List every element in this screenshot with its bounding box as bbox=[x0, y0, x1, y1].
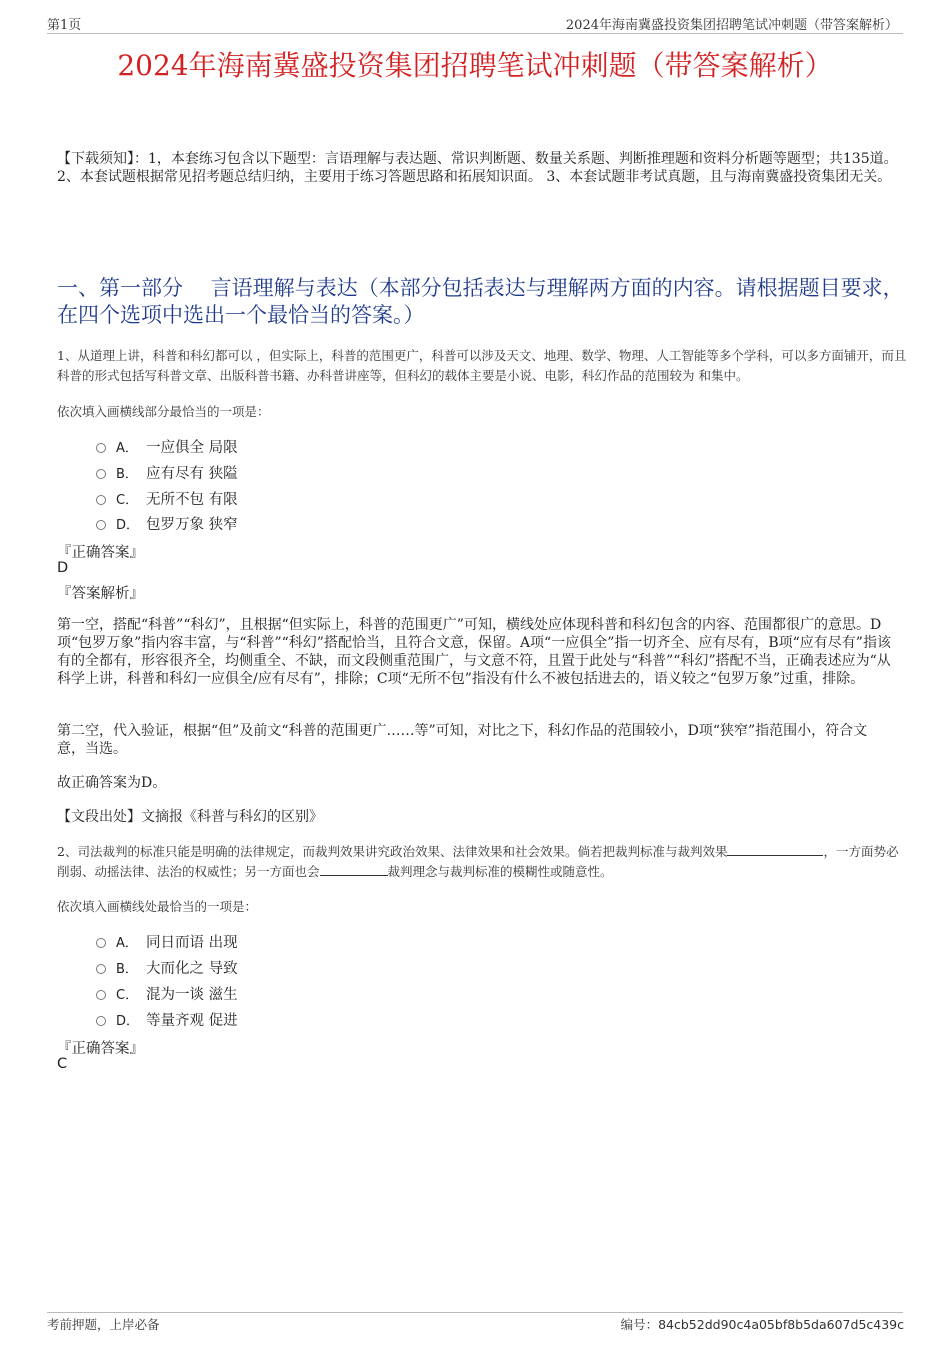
radio-icon[interactable] bbox=[96, 443, 106, 453]
option-text: 同日而语 出现 bbox=[146, 934, 238, 951]
page-number: 第1页 bbox=[47, 18, 82, 33]
download-notice: 【下载须知】：1，本套练习包含以下题型：言语理解与表达题、常识判断题、数量关系题、判断推理题和资料分析题等题型；共135道。 2、本套试题根据常见招考题总结归纳，主要用于练习答题思路和拓展知识面。 3、本套试题非考试真题，且与海南冀盛投资集团无关。 bbox=[57, 151, 898, 185]
footer-code bbox=[621, 1315, 904, 1333]
radio-icon[interactable] bbox=[96, 469, 106, 479]
radio-icon[interactable] bbox=[96, 520, 106, 530]
option-text: 大而化之 导致 bbox=[146, 960, 238, 977]
radio-icon[interactable] bbox=[96, 964, 106, 974]
option-text: 混为一谈 滋生 bbox=[146, 986, 238, 1003]
q1-answer-label: 『正确答案』 bbox=[57, 545, 144, 561]
radio-icon[interactable] bbox=[96, 1016, 106, 1026]
q2-option-d[interactable] bbox=[96, 1009, 238, 1029]
option-text: 等量齐观 促进 bbox=[146, 1012, 238, 1029]
option-text: 应有尽有 狭隘 bbox=[146, 465, 238, 482]
q2-option-c[interactable] bbox=[96, 983, 238, 1003]
q1-analysis-label: 『答案解析』 bbox=[57, 586, 144, 602]
option-letter: B． bbox=[116, 961, 138, 977]
q2-text-part-c: 裁判理念与裁判标准的模糊性或随意性。 bbox=[387, 864, 613, 879]
question-1-prompt: 依次填入画横线部分最恰当的一项是： bbox=[57, 404, 270, 419]
option-letter: C． bbox=[116, 987, 139, 1003]
q1-analysis-paragraph-1: 第一空，搭配“科普”“科幻”，且根据“但实际上，科普的范围更广”可知，横线处应体现科普和科幻包含的内容、范围都很广的意思。D项“包罗万象”指内容丰富，与“科普”“科幻”搭配恰当，且符合文意，保留。A项“一应俱全”指一切齐全、应有尽有，B项“应有尽有”指该有的全都有，形容很齐全，均侧重全、不缺，而文段侧重范围广，与文意不符，且置于此处与“科普”“科幻”搭配不当，正确表述应为“从科学上讲，科普和科幻一应俱全/应有尽有”，排除；C项“无所不包”指没有什么不被包括进去的，语义较之“包罗万象”过重，排除。 bbox=[57, 617, 891, 687]
q1-answer: D bbox=[57, 560, 69, 576]
q2-text-part-a: 2、司法裁判的标准只能是明确的法律规定，而裁判效果讲究政治效果、法律效果和社会效果。倘若把裁判标准与裁判效果 bbox=[57, 844, 728, 859]
q2-option-b[interactable] bbox=[96, 957, 238, 977]
q1-conclusion: 故正确答案为D。 bbox=[57, 775, 167, 791]
q1-analysis-paragraph-2: 第二空，代入验证，根据“但”及前文“科普的范围更广……等”可知，对比之下，科幻作品的范围较小，D项“狭窄”指范围小，符合文意，当选。 bbox=[57, 723, 868, 757]
option-text: 一应俱全 局限 bbox=[146, 439, 238, 456]
question-2-text bbox=[57, 842, 907, 882]
option-text: 无所不包 有限 bbox=[146, 491, 238, 508]
document-title: 2024年海南冀盛投资集团招聘笔试冲刺题（带答案解析） bbox=[117, 49, 833, 82]
radio-icon[interactable] bbox=[96, 495, 106, 505]
footer-code-label: 编号： bbox=[620, 1317, 659, 1332]
footer-slogan: 考前押题，上岸必备 bbox=[47, 1317, 160, 1332]
fill-blank bbox=[727, 843, 823, 856]
footer-code-value: 84cb52dd90c4a05bf8b5da607d5c439c bbox=[658, 1317, 904, 1332]
option-letter: A． bbox=[116, 935, 138, 951]
question-2-prompt: 依次填入画横线处最恰当的一项是： bbox=[57, 899, 258, 914]
q1-option-d[interactable] bbox=[96, 513, 238, 533]
option-letter: B． bbox=[116, 466, 138, 482]
option-letter: C． bbox=[116, 492, 139, 508]
footer-divider bbox=[47, 1312, 903, 1313]
q1-option-a[interactable] bbox=[96, 436, 238, 456]
q2-answer-label: 『正确答案』 bbox=[57, 1041, 144, 1057]
radio-icon[interactable] bbox=[96, 938, 106, 948]
q1-option-b[interactable] bbox=[96, 462, 238, 482]
fill-blank bbox=[320, 863, 388, 876]
q2-answer: C bbox=[57, 1056, 68, 1072]
q1-source: 【文段出处】文摘报《科普与科幻的区别》 bbox=[57, 809, 323, 825]
header-divider bbox=[47, 33, 903, 34]
q2-option-a[interactable] bbox=[96, 931, 238, 951]
question-1-text: 1、从道理上讲，科普和科幻都可以 ，但实际上，科普的范围更广，科普可以涉及天文、地理、数学、物理、人工智能等多个学科，可以多方面铺开，而且科普的形式包括写科普文章、出版科普书籍、办科普讲座等，但科幻的载体主要是小说、电影，科幻作品的范围较为 和集中。 bbox=[57, 348, 907, 383]
option-letter: D． bbox=[116, 517, 140, 533]
section-title: 一、第一部分 言语理解与表达（本部分包括表达与理解两方面的内容。请根据题目要求，在四个选项中选出一个最恰当的答案。） bbox=[57, 276, 904, 327]
option-text: 包罗万象 狭窄 bbox=[146, 516, 238, 533]
radio-icon[interactable] bbox=[96, 990, 106, 1000]
q1-option-c[interactable] bbox=[96, 488, 238, 508]
q2-text-part-b: ，一方面势必削弱、动摇法律、法治的权威性；另一方面也会 bbox=[57, 844, 899, 879]
option-letter: D． bbox=[116, 1013, 140, 1029]
option-letter: A． bbox=[116, 440, 138, 456]
running-title: 2024年海南冀盛投资集团招聘笔试冲刺题（带答案解析） bbox=[565, 18, 898, 33]
